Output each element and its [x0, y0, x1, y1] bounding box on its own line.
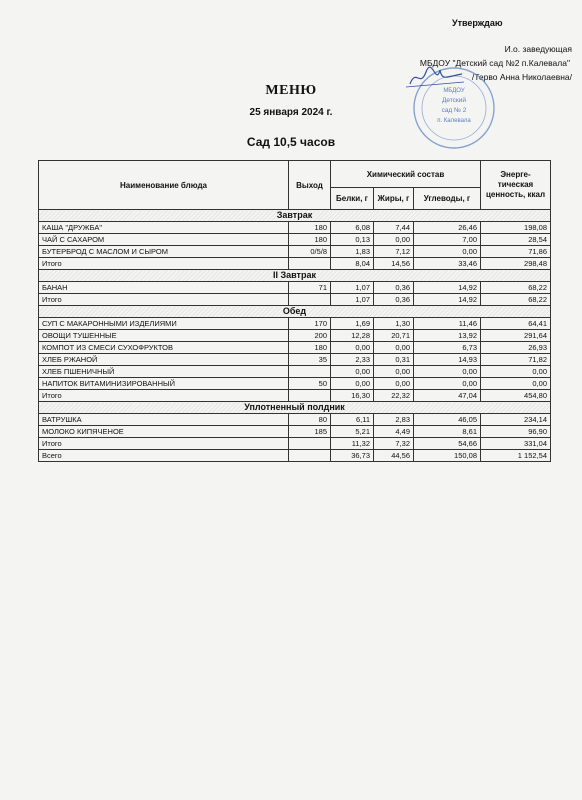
dish-yield: 35	[289, 354, 331, 366]
grand-total-proteins: 36,73	[331, 450, 374, 462]
dish-carbs: 8,61	[414, 426, 481, 438]
total-carbs: 47,04	[414, 390, 481, 402]
dish-name: ВАТРУШКА	[39, 414, 289, 426]
total-row	[39, 390, 551, 402]
dish-fats: 20,71	[374, 330, 414, 342]
dish-proteins: 0,00	[331, 378, 374, 390]
total-yield-empty	[289, 294, 331, 306]
col-proteins-header: Белки, г	[331, 188, 374, 210]
dish-name: МОЛОКО КИПЯЧЕНОЕ	[39, 426, 289, 438]
total-energy: 298,48	[481, 258, 551, 270]
dish-energy: 71,82	[481, 354, 551, 366]
dish-yield: 180	[289, 342, 331, 354]
table-row	[39, 342, 551, 354]
dish-energy: 68,22	[481, 282, 551, 294]
stamp-line-2: Детский	[441, 97, 467, 104]
dish-yield	[289, 366, 331, 378]
dish-fats: 7,12	[374, 246, 414, 258]
menu-table-body	[39, 210, 551, 462]
col-fats-header: Жиры, г	[374, 188, 414, 210]
dish-proteins: 0,00	[331, 342, 374, 354]
dish-name: КОМПОТ ИЗ СМЕСИ СУХОФРУКТОВ	[39, 342, 289, 354]
approval-position: И.о. заведующая	[504, 44, 572, 54]
grand-total-yield-empty	[289, 450, 331, 462]
total-label: Итого	[39, 294, 289, 306]
dish-fats: 2,83	[374, 414, 414, 426]
dish-proteins: 1,83	[331, 246, 374, 258]
total-proteins: 8,04	[331, 258, 374, 270]
menu-title: МЕНЮ	[265, 83, 317, 98]
grand-total-fats: 44,56	[374, 450, 414, 462]
dish-yield: 0/5/8	[289, 246, 331, 258]
table-row	[39, 222, 551, 234]
dish-proteins: 6,11	[331, 414, 374, 426]
dish-yield: 71	[289, 282, 331, 294]
total-label: Итого	[39, 438, 289, 450]
total-carbs: 54,66	[414, 438, 481, 450]
total-row	[39, 294, 551, 306]
dish-yield: 180	[289, 234, 331, 246]
total-fats: 0,36	[374, 294, 414, 306]
dish-carbs: 14,93	[414, 354, 481, 366]
table-row	[39, 426, 551, 438]
total-carbs: 14,92	[414, 294, 481, 306]
dish-name: НАПИТОК ВИТАМИНИЗИРОВАННЫЙ	[39, 378, 289, 390]
table-row	[39, 234, 551, 246]
dish-energy: 64,41	[481, 318, 551, 330]
dish-proteins: 12,28	[331, 330, 374, 342]
dish-proteins: 1,07	[331, 282, 374, 294]
dish-energy: 96,90	[481, 426, 551, 438]
approval-org: МБДОУ "Детский сад №2 п.Калевала"	[419, 58, 570, 68]
total-carbs: 33,46	[414, 258, 481, 270]
stamp-line-3: сад № 2	[441, 107, 467, 114]
dish-carbs: 14,92	[414, 282, 481, 294]
dish-fats: 0,00	[374, 378, 414, 390]
dish-proteins: 0,00	[331, 366, 374, 378]
dish-energy: 0,00	[481, 366, 551, 378]
dish-carbs: 0,00	[414, 246, 481, 258]
table-row	[39, 330, 551, 342]
dish-fats: 0,00	[374, 234, 414, 246]
total-yield-empty	[289, 390, 331, 402]
dish-carbs: 0,00	[414, 366, 481, 378]
dish-yield: 80	[289, 414, 331, 426]
total-fats: 14,56	[374, 258, 414, 270]
total-row	[39, 438, 551, 450]
dish-name: ХЛЕБ ПШЕНИЧНЫЙ	[39, 366, 289, 378]
total-fats: 7,32	[374, 438, 414, 450]
total-energy: 68,22	[481, 294, 551, 306]
col-carbs-header: Углеводы, г	[414, 188, 481, 210]
dish-yield: 50	[289, 378, 331, 390]
dish-name: БАНАН	[39, 282, 289, 294]
col-chem-header: Химический состав	[331, 161, 481, 188]
dish-fats: 4,49	[374, 426, 414, 438]
grand-total-label: Всего	[39, 450, 289, 462]
total-yield-empty	[289, 438, 331, 450]
dish-proteins: 1,69	[331, 318, 374, 330]
dish-fats: 7,44	[374, 222, 414, 234]
dish-name: БУТЕРБРОД С МАСЛОМ И СЫРОМ	[39, 246, 289, 258]
total-row	[39, 258, 551, 270]
table-row	[39, 282, 551, 294]
dish-proteins: 5,21	[331, 426, 374, 438]
table-row	[39, 246, 551, 258]
dish-name: КАША "ДРУЖБА"	[39, 222, 289, 234]
dish-energy: 0,00	[481, 378, 551, 390]
dish-carbs: 6,73	[414, 342, 481, 354]
total-yield-empty	[289, 258, 331, 270]
dish-name: СУП С МАКАРОННЫМИ ИЗДЕЛИЯМИ	[39, 318, 289, 330]
approval-title: Утверждаю	[452, 18, 503, 28]
dish-energy: 28,54	[481, 234, 551, 246]
table-row	[39, 414, 551, 426]
grand-total-row	[39, 450, 551, 462]
col-energy-header: Энерге-тическая ценность, ккал	[481, 161, 551, 210]
dish-carbs: 13,92	[414, 330, 481, 342]
total-proteins: 11,32	[331, 438, 374, 450]
dish-energy: 26,93	[481, 342, 551, 354]
dish-yield: 170	[289, 318, 331, 330]
dish-fats: 0,36	[374, 282, 414, 294]
dish-carbs: 0,00	[414, 378, 481, 390]
menu-table	[38, 160, 551, 462]
stamp-line-4: п. Калевала	[437, 118, 471, 124]
total-energy: 454,80	[481, 390, 551, 402]
dish-fats: 1,30	[374, 318, 414, 330]
total-energy: 331,04	[481, 438, 551, 450]
table-row	[39, 378, 551, 390]
dish-energy: 234,14	[481, 414, 551, 426]
dish-yield: 200	[289, 330, 331, 342]
dish-carbs: 46,05	[414, 414, 481, 426]
section-title: Завтрак	[39, 210, 551, 222]
dish-fats: 0,31	[374, 354, 414, 366]
total-fats: 22,32	[374, 390, 414, 402]
dish-fats: 0,00	[374, 366, 414, 378]
approval-name: /Терво Анна Николаевна/	[471, 72, 572, 82]
dish-carbs: 11,46	[414, 318, 481, 330]
section-row	[39, 306, 551, 318]
col-dish-header: Наименование блюда	[39, 161, 289, 210]
section-row	[39, 402, 551, 414]
dish-energy: 291,64	[481, 330, 551, 342]
dish-energy: 198,08	[481, 222, 551, 234]
section-title: Уплотненный полдник	[39, 402, 551, 414]
table-row	[39, 366, 551, 378]
section-row	[39, 210, 551, 222]
dish-name: ОВОЩИ ТУШЕННЫЕ	[39, 330, 289, 342]
dish-name: ХЛЕБ РЖАНОЙ	[39, 354, 289, 366]
dish-proteins: 6,08	[331, 222, 374, 234]
stamp-line-1: МБДОУ	[443, 88, 465, 94]
table-row	[39, 318, 551, 330]
total-label: Итого	[39, 390, 289, 402]
dish-fats: 0,00	[374, 342, 414, 354]
menu-group: Сад 10,5 часов	[246, 135, 336, 149]
section-title: Обед	[39, 306, 551, 318]
total-label: Итого	[39, 258, 289, 270]
menu-date: 25 января 2024 г.	[249, 107, 333, 118]
table-row	[39, 354, 551, 366]
section-row	[39, 270, 551, 282]
col-yield-header: Выход	[289, 161, 331, 210]
dish-carbs: 7,00	[414, 234, 481, 246]
dish-yield: 185	[289, 426, 331, 438]
dish-name: ЧАЙ С САХАРОМ	[39, 234, 289, 246]
dish-yield: 180	[289, 222, 331, 234]
section-title: II Завтрак	[39, 270, 551, 282]
dish-proteins: 0,13	[331, 234, 374, 246]
dish-proteins: 2,33	[331, 354, 374, 366]
dish-energy: 71,86	[481, 246, 551, 258]
total-proteins: 1,07	[331, 294, 374, 306]
grand-total-carbs: 150,08	[414, 450, 481, 462]
total-proteins: 16,30	[331, 390, 374, 402]
dish-carbs: 26,46	[414, 222, 481, 234]
grand-total-energy: 1 152,54	[481, 450, 551, 462]
